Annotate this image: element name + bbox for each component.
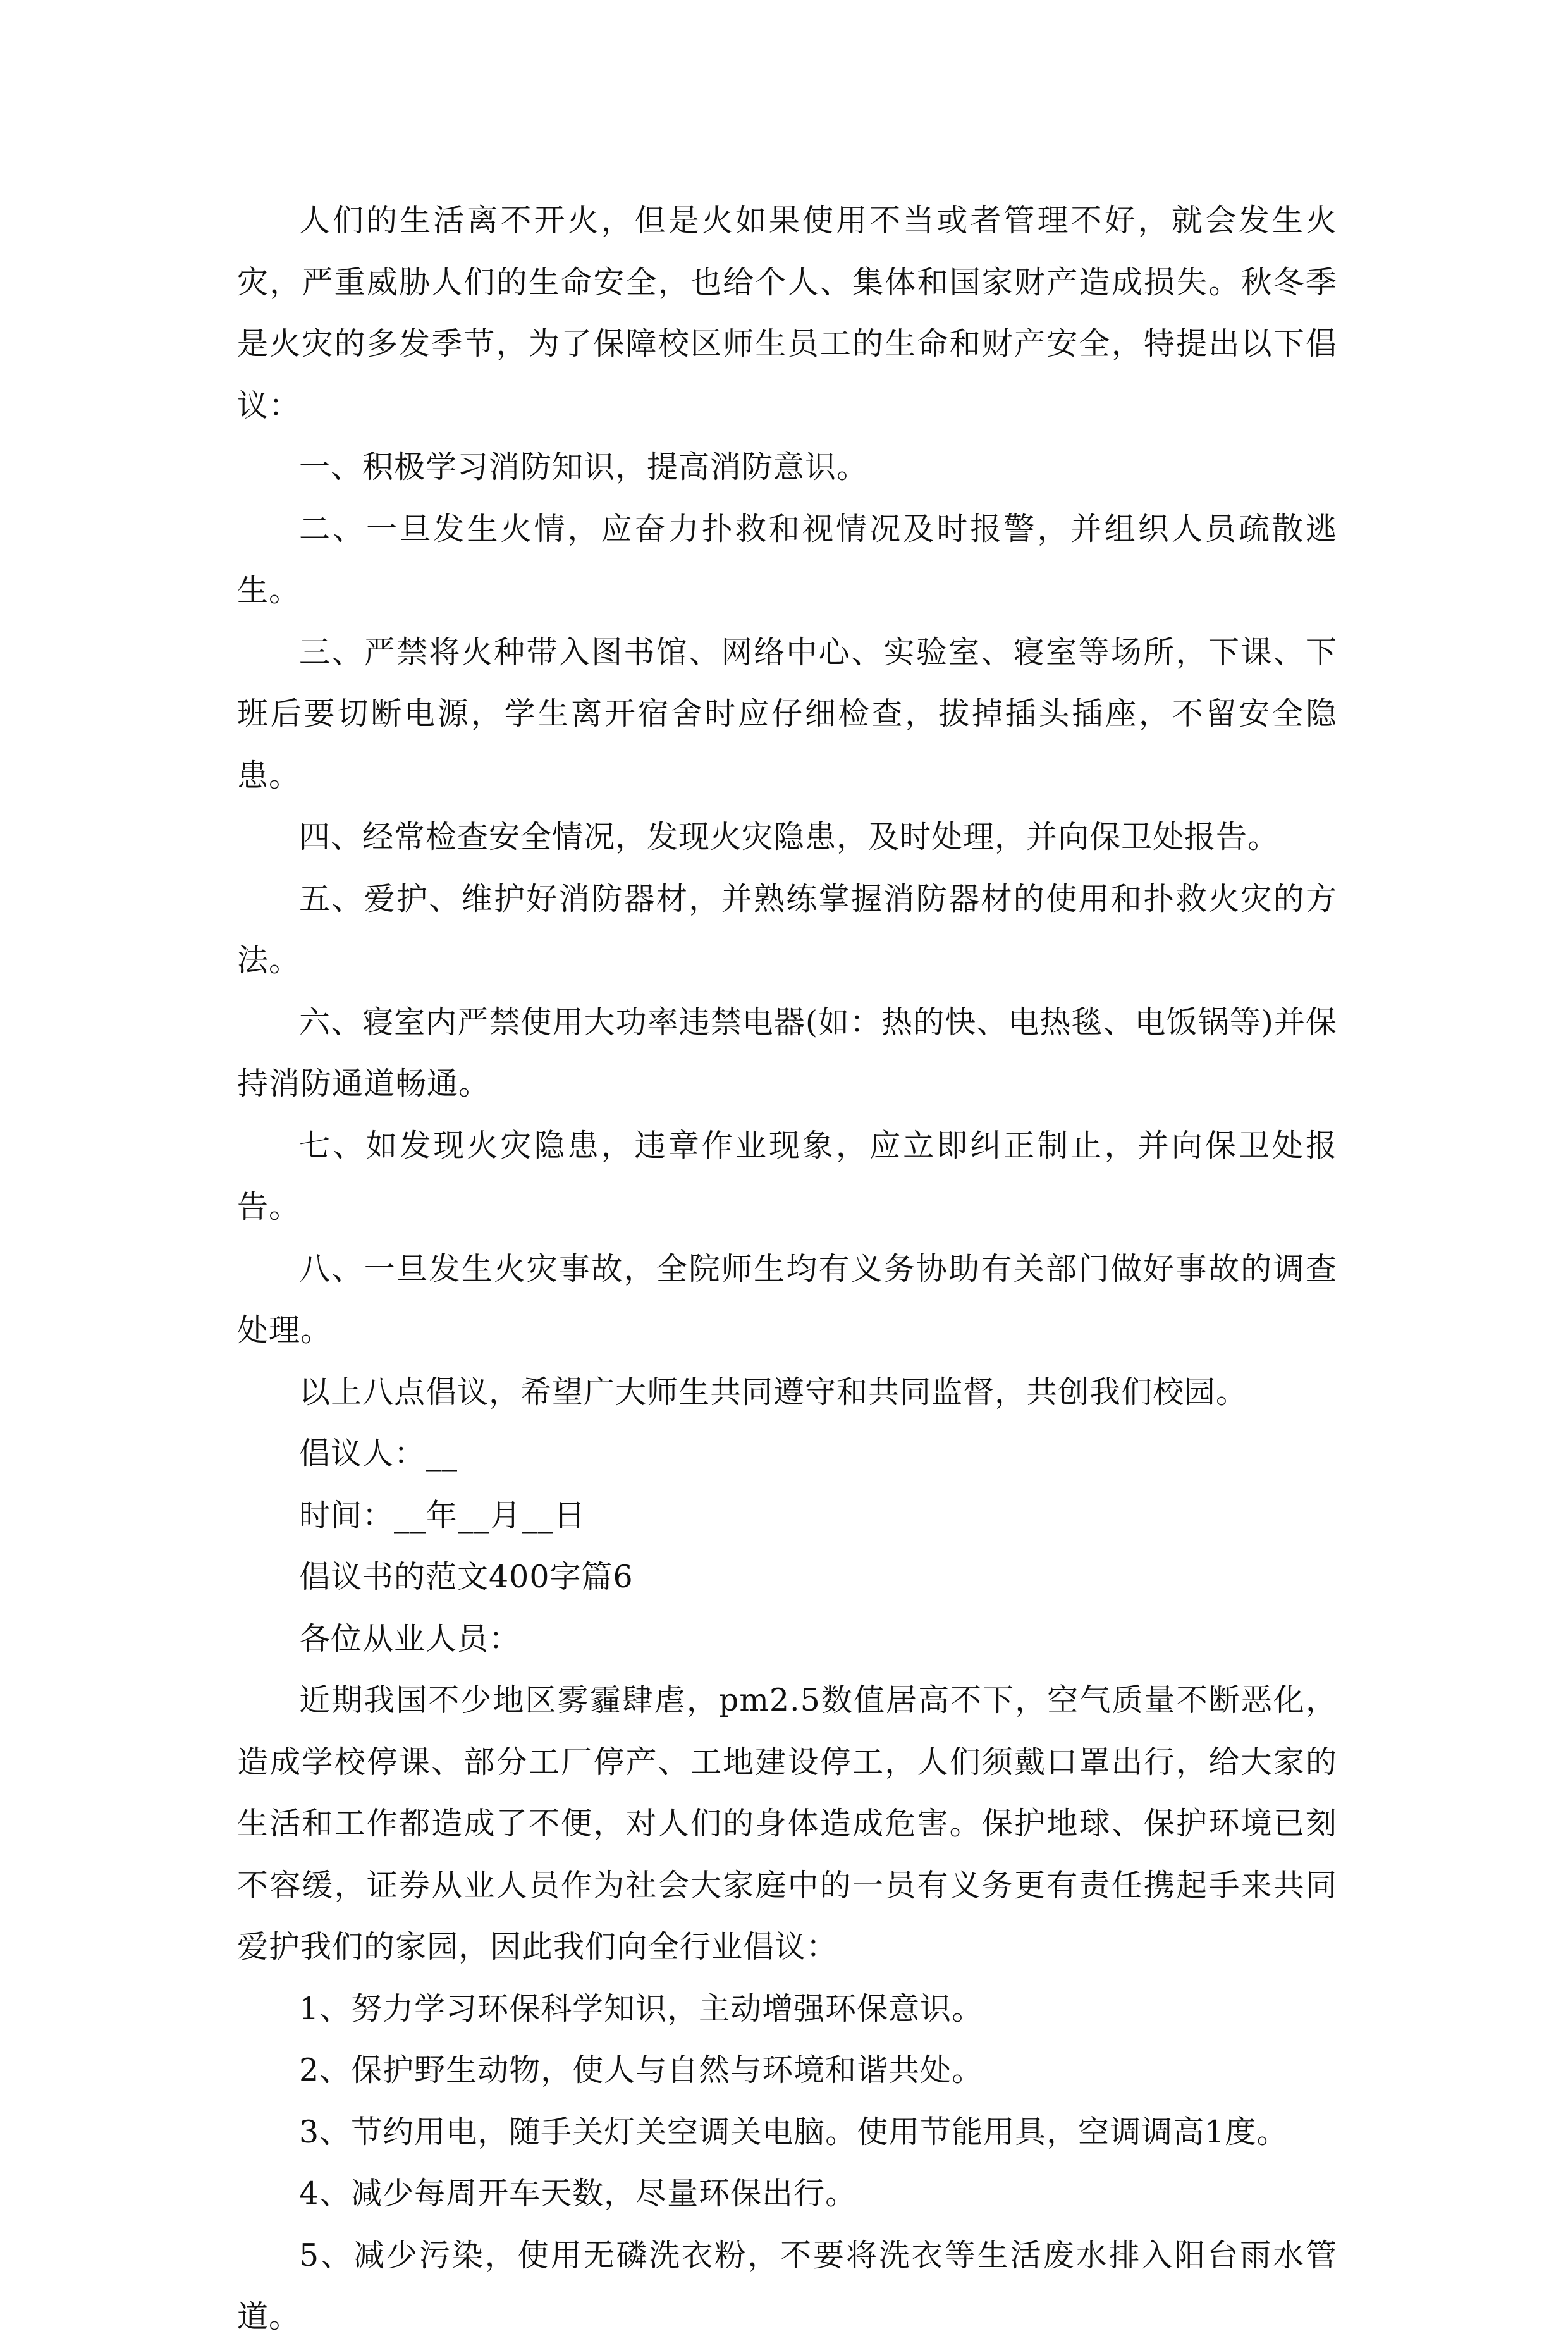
paragraph-env-4: 4、减少每周开车天数，尽量环保出行。 [299,2175,857,2211]
paragraph-item-6: 六、寝室内严禁使用大功率违禁电器(如：热的快、电热毯、电饭锅等)并保持消防通道畅通。 [237,1004,1337,1102]
paragraph-item-5: 五、爱护、维护好消防器材，并熟练掌握消防器材的使用和扑救火灾的方法。 [237,880,1337,978]
paragraph-env-intro: 近期我国不少地区雾霾肆虐，pm2.5数值居高不下，空气质量不断恶化，造成学校停课、部分工厂停产、工地建设停工，人们须戴口罩出行，给大家的生活和工作都造成了不便，对人们的身体造成危害。保护地球、保护环境已刻不容缓，证券从业人员作为社会大家庭中的一员有义务更有责任携起手来共同爱护我们的家园，因此我们向全行业倡议： [237,1682,1337,1965]
paragraph-closing: 以上八点倡议，希望广大师生共同遵守和共同监督，共创我们校园。 [299,1374,1248,1410]
paragraph-env-3: 3、节约用电，随手关灯关空调关电脑。使用节能用具，空调调高1度。 [299,2113,1289,2150]
salutation: 各位从业人员： [299,1620,521,1657]
date-line: 时间：__年__月__日 [299,1497,586,1534]
paragraph-item-3: 三、严禁将火种带入图书馆、网络中心、实验室、寝室等场所，下课、下班后要切断电源，学生离开宿舍时应仔细检查，拔掉插头插座，不留安全隐患。 [237,634,1337,794]
paragraph-item-4: 四、经常检查安全情况，发现火灾隐患，及时处理，并向保卫处报告。 [299,819,1280,855]
paragraph-env-2: 2、保护野生动物，使人与自然与环境和谐共处。 [299,2052,984,2088]
paragraph-env-5: 5、减少污染，使用无磷洗衣粉，不要将洗衣等生活废水排入阳台雨水管道。 [237,2237,1337,2335]
section-heading: 倡议书的范文400字篇6 [299,1559,634,1595]
proposer-line: 倡议人：__ [299,1435,458,1472]
paragraph-env-1: 1、努力学习环保科学知识，主动增强环保意识。 [299,1990,984,2027]
document-body [237,190,1337,2348]
paragraph-item-2: 二、一旦发生火情，应奋力扑救和视情况及时报警，并组织人员疏散逃生。 [237,510,1337,608]
paragraph-intro: 人们的生活离不开火，但是火如果使用不当或者管理不好，就会发生火灾，严重威胁人们的生命安全，也给个人、集体和国家财产造成损失。秋冬季是火灾的多发季节，为了保障校区师生员工的生命和财产安全，特提出以下倡议： [237,202,1337,424]
paragraph-item-7: 七、如发现火灾隐患，违章作业现象，应立即纠正制止，并向保卫处报告。 [237,1127,1337,1225]
paragraph-item-8: 八、一旦发生火灾事故，全院师生均有义务协助有关部门做好事故的调查处理。 [237,1250,1337,1348]
paragraph-item-1: 一、积极学习消防知识，提高消防意识。 [299,449,869,485]
